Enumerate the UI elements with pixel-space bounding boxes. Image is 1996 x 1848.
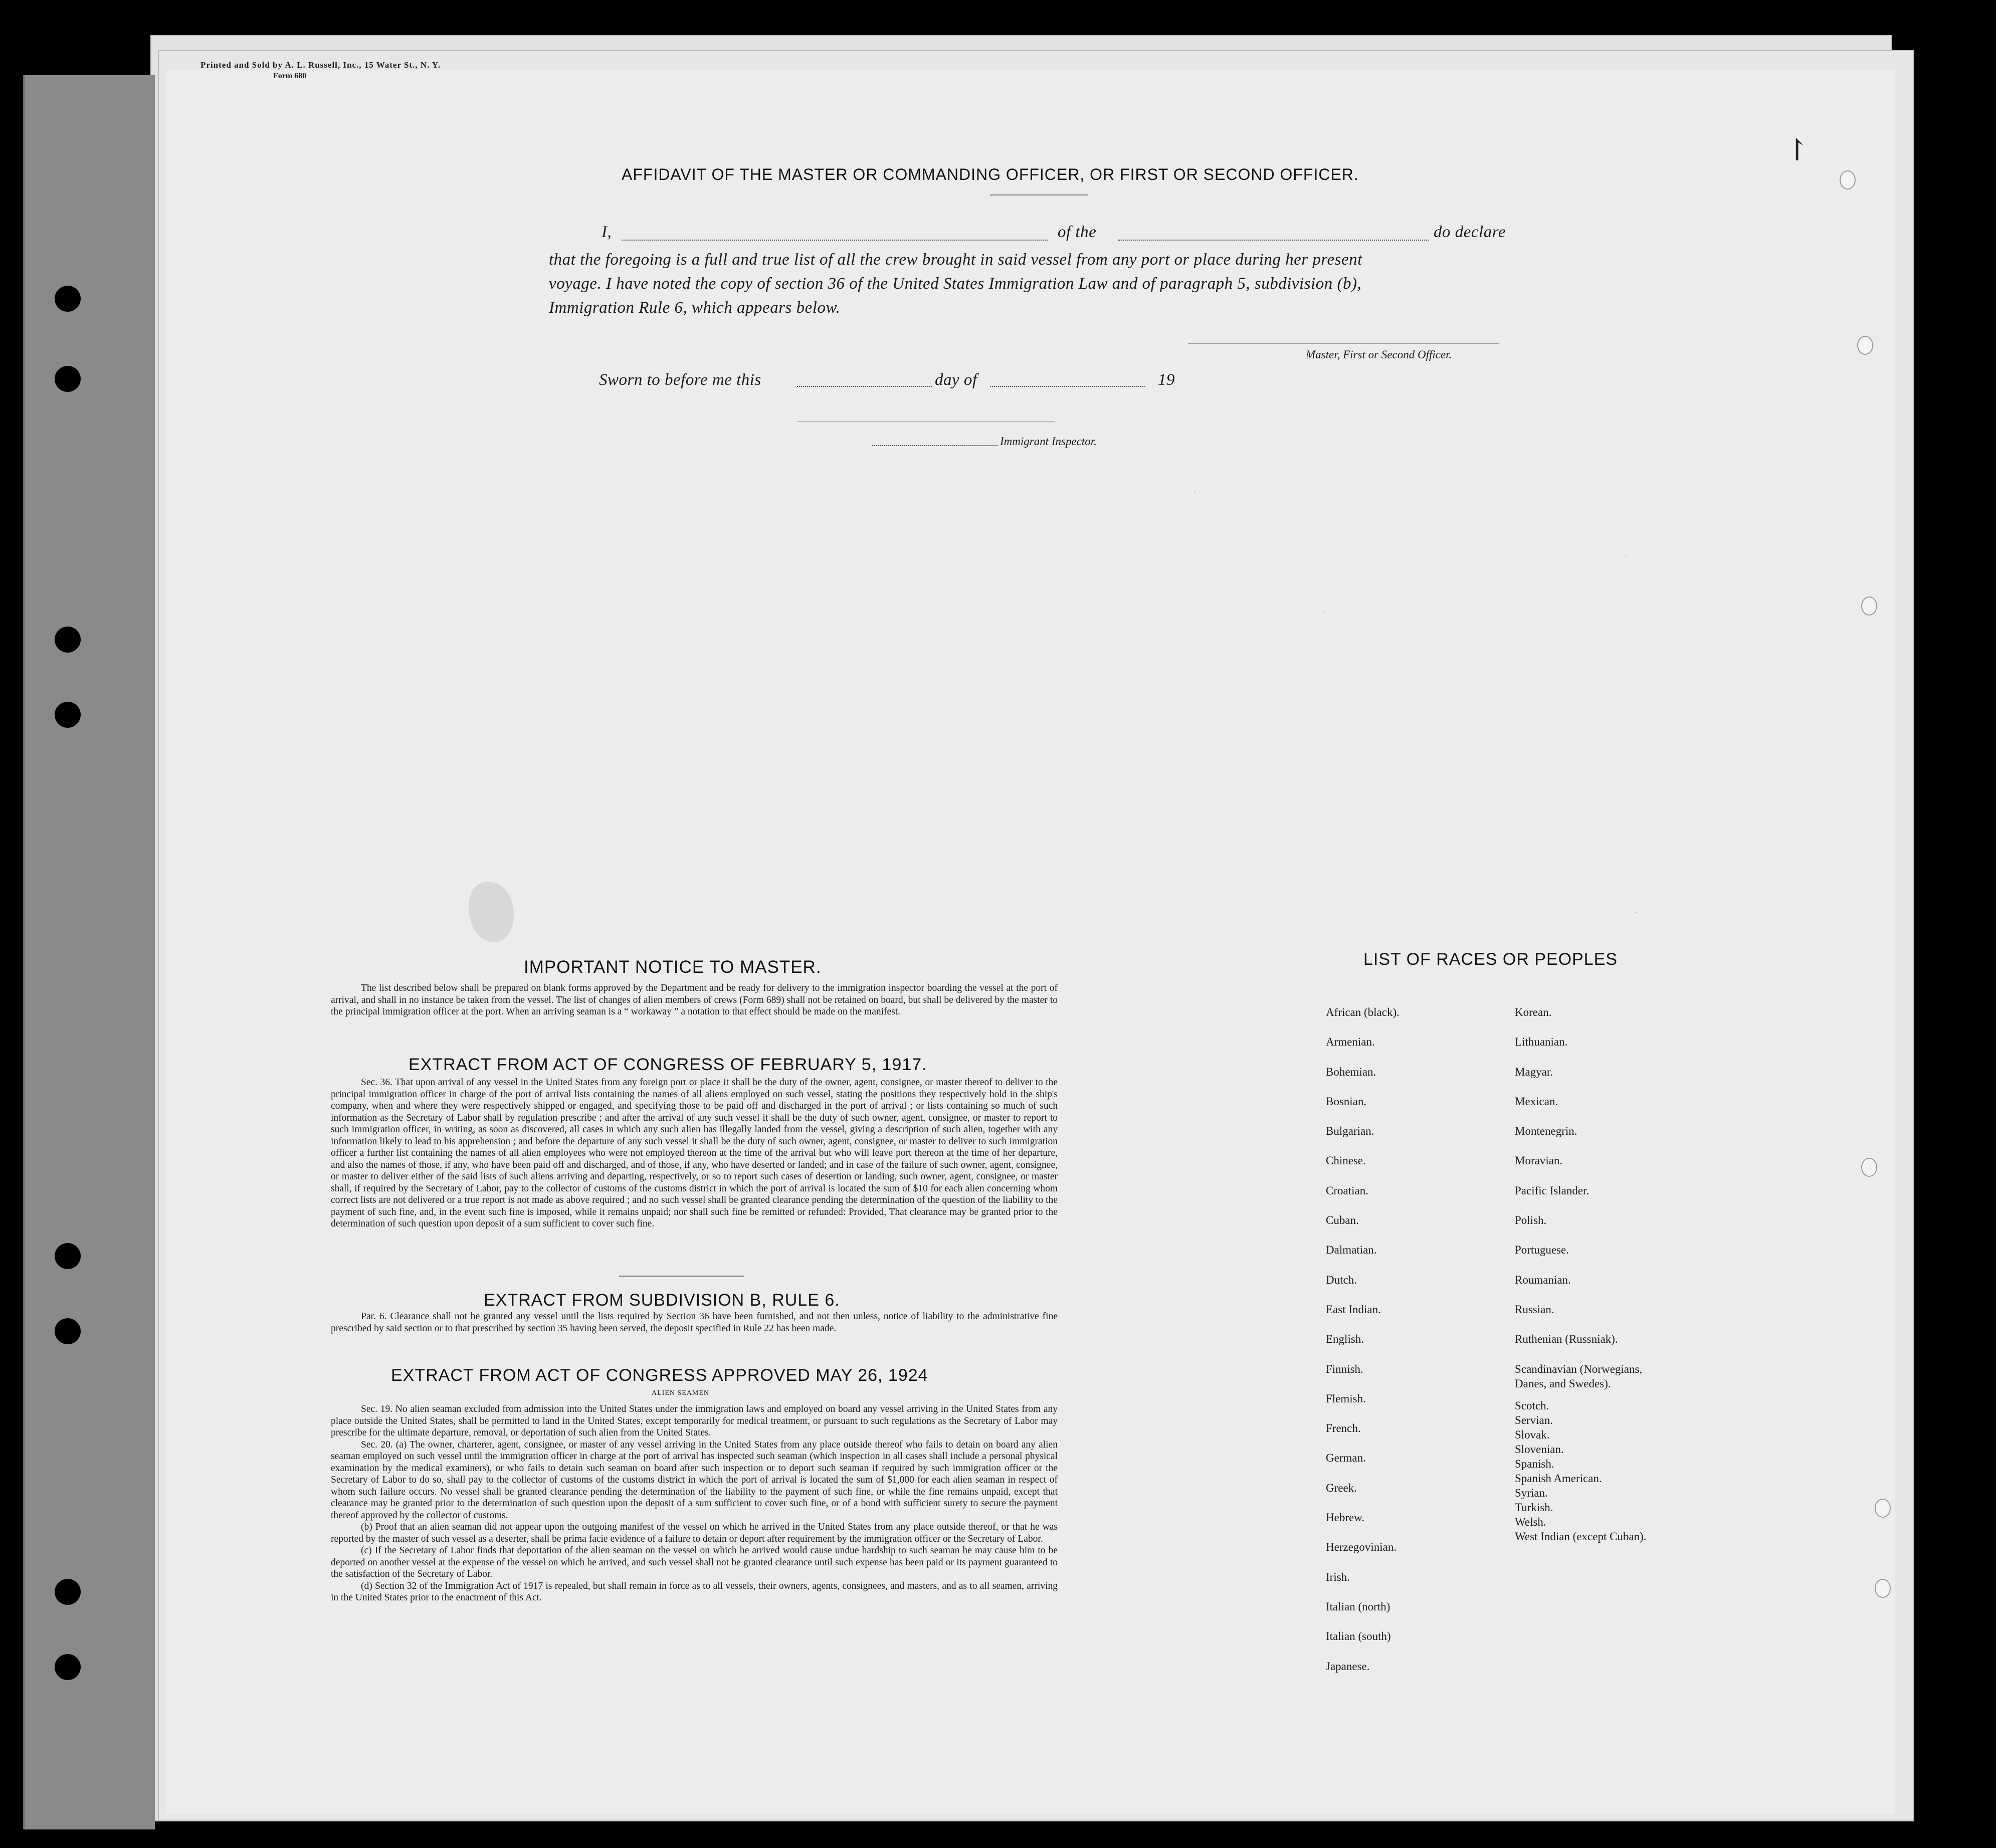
race-item: Ruthenian (Russniak).: [1515, 1333, 1618, 1346]
race-item: Pacific Islander.: [1515, 1184, 1589, 1197]
printer-imprint: Printed and Sold by A. L. Russell, Inc., 15 Water St., N. Y.: [201, 60, 441, 70]
race-item: German.: [1326, 1452, 1366, 1465]
race-item: Montenegrin.: [1515, 1125, 1577, 1138]
notice-paragraph: The list described below shall be prepared on blank forms approved by the Department and be ready for delivery to the immigration inspector boarding the vessel at the port of arrival, and shall in no instance be taken from the vessel. The list of changes of alien members of crews (Form 689) shall not be retained on board, but shall be delivered by the master to the principal immigration officer at the port. When an arriving seaman is a “ workaway ” a notation to that effect should be made on the manifest.: [331, 983, 1058, 1017]
race-item: Scotch.: [1515, 1399, 1549, 1412]
race-item: Roumanian.: [1515, 1273, 1571, 1286]
affidavit-text-line: Immigration Rule 6, which appears below.: [549, 299, 841, 317]
race-item: Herzegovinian.: [1326, 1541, 1397, 1554]
notice-text: [331, 982, 1058, 1018]
signature-line[interactable]: [1188, 343, 1499, 344]
punch-hole: [55, 1243, 81, 1269]
punch-hole: [55, 1579, 81, 1605]
race-item: Russian.: [1515, 1303, 1554, 1316]
race-item: West Indian (except Cuban).: [1515, 1530, 1647, 1543]
affidavit-of-the: of the: [1058, 223, 1097, 241]
race-item: Moravian.: [1515, 1154, 1563, 1167]
inspector-line[interactable]: [797, 421, 1055, 422]
handwritten-mark: ↾: [1784, 134, 1810, 167]
divider: [990, 194, 1088, 195]
race-item: Italian (south): [1326, 1630, 1391, 1643]
race-item: Servian.: [1515, 1413, 1553, 1426]
race-item: Slovenian.: [1515, 1443, 1564, 1456]
act-1917-title: EXTRACT FROM ACT OF CONGRESS OF FEBRUARY 5, 1917.: [409, 1055, 927, 1074]
race-item: Chinese.: [1326, 1154, 1366, 1167]
act-1924-paragraph: Sec. 20. (a) The owner, charterer, agent, consignee, or master of any vessel arriving in the United States from any place outside thereof who fails to detain on board any alien seaman employed on such vessel until the immigration officer in charge at the port of arrival has inspected such seaman (which inspection in all cases shall include a personal physical examination by the medical examiners), or who fails to detain such seaman on board after such inspection or to deport such seaman if required by such immigration officer or the Secretary of Labor to do so, shall pay to the collector of customs of the customs district in which the port of arrival is located the sum of $1,000 for each alien seaman in respect of whom such failure occurs. No vessel shall be granted clearance pending the determination of the liability to the payment of such fine, or while the fine remains unpaid, except that clearance may be granted prior to the determination of such question upon the deposit of a sum sufficient to cover such fine, or of a bond with sufficient surety to secure the payment thereof approved by the collector of customs.: [331, 1439, 1058, 1521]
race-item: African (black).: [1326, 1006, 1400, 1018]
punch-hole: [55, 366, 81, 392]
act-1917-text: [331, 1077, 1058, 1230]
act-1924-subtitle: ALIEN SEAMEN: [652, 1389, 710, 1397]
race-item: Japanese.: [1326, 1660, 1370, 1673]
race-item: Slovak.: [1515, 1428, 1550, 1441]
punch-hole: [55, 627, 81, 653]
divider: [619, 1276, 744, 1277]
signatory-label: Master, First or Second Officer.: [1306, 348, 1452, 361]
act-1924-paragraph: (b) Proof that an alien seaman did not appear upon the outgoing manifest of the vessel on which he arrived in the United States from any place outside thereof, or that he was reported by the master of such vessel as a deserter, shall be prima facie evidence of a failure to detain or deport after requirement by the immigration officer or the Secretary of Labor.: [331, 1522, 1058, 1544]
affidavit-i: I,: [602, 223, 612, 241]
form-number: Form 680: [273, 72, 307, 80]
rule-6-paragraph: Par. 6. Clearance shall not be granted any vessel until the lists required by Section 36 have been furnished, and not then unless, notice of liability to the administrative fine prescribed by said section or to that prescribed by section 35 having been served, the deposit specified in Rule 22 has been made.: [331, 1311, 1058, 1334]
race-item: Spanish American.: [1515, 1472, 1602, 1485]
race-item: Portuguese.: [1515, 1244, 1569, 1257]
race-item: English.: [1326, 1333, 1364, 1346]
race-item: Finnish.: [1326, 1362, 1363, 1375]
race-item: Dalmatian.: [1326, 1244, 1377, 1257]
affidavit-text-line: that the foregoing is a full and true list of all the crew brought in said vessel from any port or place during her present: [549, 251, 1362, 269]
year-label: 19: [1158, 371, 1175, 389]
race-item: Spanish.: [1515, 1457, 1554, 1470]
race-item: Cuban.: [1326, 1214, 1359, 1227]
act-1924-paragraph: (c) If the Secretary of Labor finds that deportation of the alien seaman on the vessel on which he arrived would cause undue hardship to such seaman he may cause him to be deported on another vessel at the expense of the vessel on which he arrived, and such vessel shall not be granted clearance until such expense has been paid or its payment guaranteed to the satisfaction of the Secretary of Labor.: [331, 1545, 1058, 1579]
races-right-column: [1515, 997, 1647, 1544]
races-left-column: [1326, 997, 1400, 1681]
binder-ring: [1875, 1579, 1891, 1598]
binder-ring: [1840, 170, 1856, 189]
bleed-through-mark: ·: [1624, 551, 1628, 562]
binder-ring: [1861, 1158, 1877, 1177]
notice-title: IMPORTANT NOTICE TO MASTER.: [524, 957, 822, 977]
affidavit-title: AFFIDAVIT OF THE MASTER OR COMMANDING OFFICER, OR FIRST OR SECOND OFFICER.: [622, 165, 1359, 183]
rule-6-text: [331, 1311, 1058, 1334]
races-title: LIST OF RACES OR PEOPLES: [1363, 950, 1618, 969]
binder-ring: [1857, 336, 1873, 355]
race-item: Polish.: [1515, 1214, 1547, 1227]
binder-ring: [1875, 1499, 1891, 1518]
race-item: Magyar.: [1515, 1065, 1553, 1078]
race-item: Hebrew.: [1326, 1511, 1365, 1524]
race-item: Bulgarian.: [1326, 1125, 1374, 1138]
race-item: Italian (north): [1326, 1600, 1390, 1613]
master-name-blank[interactable]: [622, 240, 1048, 241]
vessel-name-blank[interactable]: [1118, 240, 1429, 241]
race-item: Bohemian.: [1326, 1065, 1376, 1078]
race-item: Greek.: [1326, 1481, 1357, 1494]
race-item: Syrian.: [1515, 1486, 1548, 1499]
punch-hole: [55, 702, 81, 728]
act-1924-paragraph: Sec. 19. No alien seaman excluded from admission into the United States under the immigration laws and employed on board any vessel arriving in the United States from any place outside the United States, shall be permitted to land in the United States, except temporarily for medical treatment, or pursuant to such regulations as the Secretary of Labor may prescribe for the ultimate departure, removal, or deportation of such alien from the United States.: [331, 1404, 1058, 1438]
race-item: Dutch.: [1326, 1273, 1357, 1286]
act-1924-paragraph: (d) Section 32 of the Immigration Act of 1917 is repealed, but shall remain in force as to all vessels, their owners, agents, consignees, and masters, and as to all seamen, arriving in the United States prior to the enactment of this Act.: [331, 1580, 1058, 1603]
binding-strip: [23, 75, 155, 1829]
race-item: Welsh.: [1515, 1515, 1546, 1528]
race-item: Mexican.: [1515, 1095, 1558, 1108]
day-of-label: day of: [935, 371, 977, 389]
affidavit-text-line: voyage. I have noted the copy of section 36 of the United States Immigration Law and of paragraph 5, subdivision (b),: [549, 275, 1362, 293]
race-item: Flemish.: [1326, 1392, 1366, 1405]
binder-ring: [1861, 596, 1877, 615]
race-item: Scandinavian (Norwegians, Danes, and Swedes).: [1515, 1362, 1643, 1390]
race-item: Croatian.: [1326, 1184, 1368, 1197]
punch-hole: [55, 1318, 81, 1344]
race-item: East Indian.: [1326, 1303, 1381, 1316]
bleed-through-mark: ·: [1634, 907, 1638, 918]
act-1924-text: [331, 1403, 1058, 1604]
bleed-through-mark: ·: [1193, 486, 1196, 497]
punch-hole: [55, 286, 81, 312]
race-item: French.: [1326, 1422, 1361, 1435]
sworn-month-blank[interactable]: [990, 386, 1145, 387]
act-1917-paragraph: Sec. 36. That upon arrival of any vessel in the United States from any foreign port or place it shall be the duty of the owner, agent, consignee, or master thereof to deliver to the principal immigration officer in charge of the port of arrival lists containing the names of all aliens employed on such vessel, stating the positions they respectively hold in the ship's company, when and where they were respectively shipped or engaged, and specifying those to be paid off and discharged in the port of arrival ; or lists containing so much of such information as the Secretary of Labor shall by regulation prescribe ; and after the arrival of any such vessel it shall be the duty of such owner, agent, consignee, or master to report to such immigration officer, in writing, as soon as discovered, all cases in which any such alien has illegally landed from the vessel, giving a description of such alien, together with any information likely to lead to his apprehension ; and before the departure of any such vessel it shall be the duty of such owner, agent, consignee, or master to deliver to such immigration officer a further list containing the names of all alien employees who were not employed thereon at the time of the arrival but who will leave port thereon at the time of her departure, and also the names of those, if any, who have been paid off and discharged, and of those, if any, who have deserted or landed; and in case of the failure of such owner, agent, consignee, or master to deliver either of the said lists of such aliens arriving and departing, respectively, or so to report such cases of desertion or landing, such owner, agent, consignee, or master shall, if required by the Secretary of Labor, pay to the collector of customs of the customs district in which the port of arrival is located the sum of $10 for each alien concerning whom correct lists are not delivered or a true report is not made as above required ; and no such vessel shall be granted clearance pending the determination of the question of the liability to the payment of such fine, and, in the event such fine is imposed, while it remains unpaid; nor shall such fine be remitted or refunded: Provided, That clearance may be granted prior to the determination of such question upon deposit of a sum sufficient to cover such fine.: [331, 1077, 1058, 1229]
affidavit-declare: do declare: [1434, 223, 1506, 241]
race-item: Irish.: [1326, 1570, 1350, 1583]
race-item: Korean.: [1515, 1006, 1552, 1018]
sworn-label: Sworn to before me this: [599, 371, 761, 389]
punch-hole: [55, 1654, 81, 1680]
inspector-label: Immigrant Inspector.: [1000, 435, 1097, 448]
rule-6-title: EXTRACT FROM SUBDIVISION B, RULE 6.: [484, 1291, 840, 1310]
race-item: Bosnian.: [1326, 1095, 1367, 1108]
inspector-blank[interactable]: [872, 445, 997, 446]
race-item: Armenian.: [1326, 1036, 1375, 1049]
race-item: Turkish.: [1515, 1501, 1553, 1514]
sworn-day-blank[interactable]: [797, 386, 932, 387]
act-1924-title: EXTRACT FROM ACT OF CONGRESS APPROVED MAY 26, 1924: [391, 1366, 928, 1385]
bleed-through-mark: ·: [1323, 606, 1327, 618]
race-item: Lithuanian.: [1515, 1036, 1568, 1049]
